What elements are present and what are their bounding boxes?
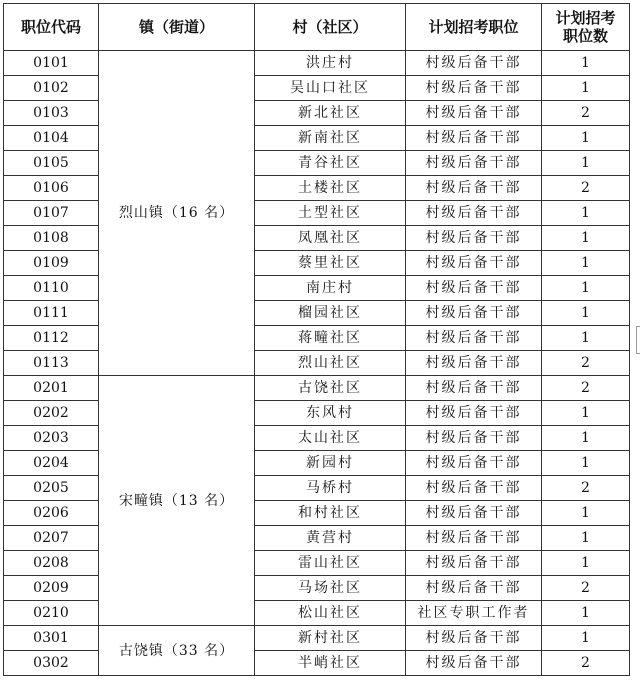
position-count-cell: 2 <box>542 476 630 501</box>
position-code-cell: 0302 <box>4 651 99 676</box>
position-title-cell: 村级后备干部 <box>406 501 542 526</box>
table-row <box>4 601 630 626</box>
position-count-cell: 2 <box>542 101 630 126</box>
position-code-cell: 0210 <box>4 601 99 626</box>
table-row <box>4 651 630 676</box>
village-cell: 半峭社区 <box>255 651 406 676</box>
village-cell: 土型社区 <box>255 201 406 226</box>
position-code-cell: 0201 <box>4 376 99 401</box>
position-code-cell: 0208 <box>4 551 99 576</box>
position-code-cell: 0301 <box>4 626 99 651</box>
position-code-cell: 0107 <box>4 201 99 226</box>
position-count-cell: 1 <box>542 301 630 326</box>
position-code-cell: 0109 <box>4 251 99 276</box>
position-count-cell: 1 <box>542 201 630 226</box>
position-title-cell: 村级后备干部 <box>406 526 542 551</box>
position-count-cell: 2 <box>542 376 630 401</box>
village-cell: 太山社区 <box>255 426 406 451</box>
position-code-cell: 0209 <box>4 576 99 601</box>
header-row <box>4 4 630 51</box>
town-cell: 烈山镇（16 名） <box>99 51 255 376</box>
position-count-cell: 1 <box>542 626 630 651</box>
table-row <box>4 526 630 551</box>
position-title-cell: 村级后备干部 <box>406 626 542 651</box>
position-count-cell: 1 <box>542 226 630 251</box>
village-cell: 雷山社区 <box>255 551 406 576</box>
table-row <box>4 176 630 201</box>
position-title-cell: 社区专职工作者 <box>406 601 542 626</box>
position-code-cell: 0104 <box>4 126 99 151</box>
table-row <box>4 451 630 476</box>
header-position: 计划招考职位 <box>406 4 542 51</box>
header-village: 村（社区） <box>255 4 406 51</box>
position-count-cell: 1 <box>542 451 630 476</box>
position-count-cell: 1 <box>542 551 630 576</box>
position-code-cell: 0207 <box>4 526 99 551</box>
village-cell: 马场社区 <box>255 576 406 601</box>
table-row <box>4 151 630 176</box>
table-row <box>4 551 630 576</box>
village-cell: 青谷社区 <box>255 151 406 176</box>
town-cell: 古饶镇（33 名） <box>99 626 255 676</box>
position-count-cell: 1 <box>542 151 630 176</box>
position-title-cell: 村级后备干部 <box>406 176 542 201</box>
position-count-cell: 1 <box>542 126 630 151</box>
village-cell: 榴园社区 <box>255 301 406 326</box>
position-title-cell: 村级后备干部 <box>406 201 542 226</box>
table-row <box>4 401 630 426</box>
village-cell: 新村社区 <box>255 626 406 651</box>
position-code-cell: 0204 <box>4 451 99 476</box>
position-title-cell: 村级后备干部 <box>406 301 542 326</box>
village-cell: 吴山口社区 <box>255 76 406 101</box>
position-title-cell: 村级后备干部 <box>406 126 542 151</box>
village-cell: 南庄村 <box>255 276 406 301</box>
table-row <box>4 76 630 101</box>
position-count-cell: 2 <box>542 576 630 601</box>
position-code-cell: 0112 <box>4 326 99 351</box>
village-cell: 东风村 <box>255 401 406 426</box>
village-cell: 新园村 <box>255 451 406 476</box>
village-cell: 新南社区 <box>255 126 406 151</box>
position-count-cell: 1 <box>542 326 630 351</box>
position-count-cell: 1 <box>542 601 630 626</box>
position-code-cell: 0102 <box>4 76 99 101</box>
position-count-cell: 1 <box>542 51 630 76</box>
table-row <box>4 626 630 651</box>
position-title-cell: 村级后备干部 <box>406 251 542 276</box>
table-row <box>4 51 630 76</box>
table-row <box>4 476 630 501</box>
table-row <box>4 351 630 376</box>
header-count <box>542 4 630 51</box>
header-count-line2: 职位数 <box>562 27 608 45</box>
table-row <box>4 376 630 401</box>
village-cell: 烈山社区 <box>255 351 406 376</box>
table-row <box>4 426 630 451</box>
position-count-cell: 1 <box>542 501 630 526</box>
position-code-cell: 0206 <box>4 501 99 526</box>
village-cell: 松山社区 <box>255 601 406 626</box>
position-count-cell: 1 <box>542 401 630 426</box>
table-row <box>4 251 630 276</box>
position-title-cell: 村级后备干部 <box>406 326 542 351</box>
village-cell: 蒋疃社区 <box>255 326 406 351</box>
position-code-cell: 0111 <box>4 301 99 326</box>
table-row <box>4 101 630 126</box>
position-title-cell: 村级后备干部 <box>406 76 542 101</box>
table-row <box>4 501 630 526</box>
position-count-cell: 1 <box>542 426 630 451</box>
table-row <box>4 276 630 301</box>
position-code-cell: 0106 <box>4 176 99 201</box>
village-cell: 和村社区 <box>255 501 406 526</box>
position-code-cell: 0108 <box>4 226 99 251</box>
village-cell: 马桥村 <box>255 476 406 501</box>
position-title-cell: 村级后备干部 <box>406 51 542 76</box>
table-row <box>4 226 630 251</box>
position-code-cell: 0203 <box>4 426 99 451</box>
table-body <box>4 51 630 676</box>
position-title-cell: 村级后备干部 <box>406 351 542 376</box>
header-town: 镇（街道） <box>99 4 255 51</box>
position-code-cell: 0101 <box>4 51 99 76</box>
position-count-cell: 2 <box>542 651 630 676</box>
header-count-line1: 计划招考 <box>555 9 616 27</box>
position-code-cell: 0105 <box>4 151 99 176</box>
table-row <box>4 201 630 226</box>
village-cell: 黄营村 <box>255 526 406 551</box>
position-title-cell: 村级后备干部 <box>406 576 542 601</box>
position-title-cell: 村级后备干部 <box>406 551 542 576</box>
position-title-cell: 村级后备干部 <box>406 376 542 401</box>
table-row <box>4 326 630 351</box>
position-code-cell: 0110 <box>4 276 99 301</box>
recruitment-table <box>3 3 630 676</box>
position-title-cell: 村级后备干部 <box>406 476 542 501</box>
village-cell: 洪庄村 <box>255 51 406 76</box>
village-cell: 古饶社区 <box>255 376 406 401</box>
position-code-cell: 0103 <box>4 101 99 126</box>
village-cell: 新北社区 <box>255 101 406 126</box>
town-cell: 宋疃镇（13 名） <box>99 376 255 626</box>
table-row <box>4 576 630 601</box>
header-code: 职位代码 <box>4 4 99 51</box>
position-count-cell: 1 <box>542 76 630 101</box>
position-code-cell: 0202 <box>4 401 99 426</box>
village-cell: 蔡里社区 <box>255 251 406 276</box>
position-title-cell: 村级后备干部 <box>406 426 542 451</box>
position-title-cell: 村级后备干部 <box>406 651 542 676</box>
position-count-cell: 1 <box>542 526 630 551</box>
page-edge-mark <box>636 326 640 354</box>
position-count-cell: 1 <box>542 251 630 276</box>
table-row <box>4 126 630 151</box>
position-count-cell: 2 <box>542 176 630 201</box>
position-code-cell: 0205 <box>4 476 99 501</box>
table-row <box>4 301 630 326</box>
village-cell: 土楼社区 <box>255 176 406 201</box>
position-title-cell: 村级后备干部 <box>406 101 542 126</box>
village-cell: 凤凰社区 <box>255 226 406 251</box>
position-title-cell: 村级后备干部 <box>406 226 542 251</box>
position-title-cell: 村级后备干部 <box>406 451 542 476</box>
position-title-cell: 村级后备干部 <box>406 151 542 176</box>
position-code-cell: 0113 <box>4 351 99 376</box>
position-count-cell: 1 <box>542 276 630 301</box>
position-title-cell: 村级后备干部 <box>406 401 542 426</box>
position-title-cell: 村级后备干部 <box>406 276 542 301</box>
position-count-cell: 2 <box>542 351 630 376</box>
